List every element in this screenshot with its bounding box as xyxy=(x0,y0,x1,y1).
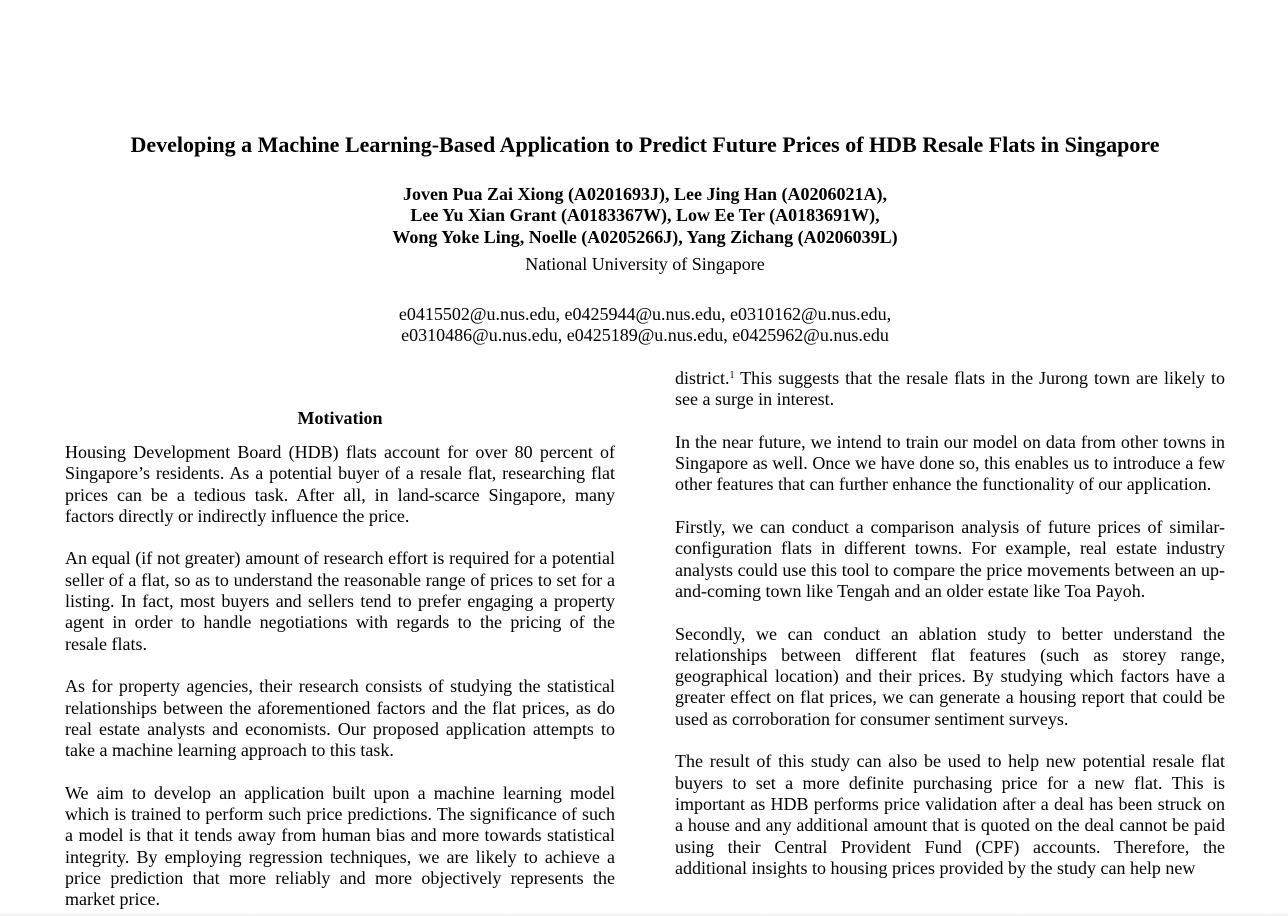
author-line: Lee Yu Xian Grant (A0183367W), Low Ee Ter (A0183691W), xyxy=(410,205,880,226)
author-line: Wong Yoke Ling, Noelle (A0205266J), Yang Zichang (A0206039L) xyxy=(392,226,898,247)
body-paragraph: An equal (if not greater) amount of research effort is required for a potential seller of a flat, so as to understand the reasonable range of prices to set for a listing. In fact, most buyers and sellers tend to prefer engaging a property agent in order to handle negotiations with regards to the pricing of the resale flats. xyxy=(65,548,615,654)
body-paragraph-continued xyxy=(675,368,1225,411)
page-bottom-edge xyxy=(0,912,1288,916)
left-column xyxy=(65,408,615,916)
footnote-marker[interactable]: 1 xyxy=(729,370,735,381)
author-line: Joven Pua Zai Xiong (A0201693J), Lee Jing Han (A0206021A), xyxy=(402,184,887,204)
body-paragraph: Housing Development Board (HDB) flats account for over 80 percent of Singapore’s residents. As a potential buyer of a resale flat, researching flat prices can be a tedious task. After all, in land-scarce Singapore, many factors directly or indirectly influence the price. xyxy=(65,442,615,526)
body-paragraph: Secondly, we can conduct an ablation study to better understand the relationships between different flat features (such as storey range, geographical location) and their prices. By studying which factors have a greater effect on flat prices, we can generate a housing report that could be used as corroboration for consumer sentiment surveys. xyxy=(675,623,1225,729)
body-paragraph: We aim to develop an application built upon a machine learning model which is trained to perform such price predictions. The significance of such a model is that it tends away from human bias and more towards statistical integrity. By employing regression techniques, we are likely to achieve a price prediction that more reliably and more objectively represents the market price. xyxy=(65,782,615,910)
body-paragraph: As for property agencies, their research consists of studying the statistical relationships between the aforementioned factors and the flat prices, as do real estate analysts and economists. Our proposed application attempts to take a machine learning approach to this task. xyxy=(65,676,615,761)
affiliation: National University of Singapore xyxy=(525,254,765,274)
body-paragraph: Firstly, we can conduct a comparison analysis of future prices of similar-configuration flats in different towns. For example, real estate industry analysts could use this tool to compare the price movements between an up-and-coming town like Tengah and an older estate like Toa Payoh. xyxy=(675,517,1225,601)
body-paragraph: In the near future, we intend to train our model on data from other towns in Singapore as well. Once we have done so, this enables us to introduce a few other features that can further enhance the functionality of our application. xyxy=(675,431,1225,495)
section-heading-motivation: Motivation xyxy=(297,408,383,428)
email-line: e0310486@u.nus.edu, e0425189@u.nus.edu, e0425962@u.nus.edu xyxy=(401,325,889,346)
author-list xyxy=(0,184,1288,248)
email-line: e0415502@u.nus.edu, e0425944@u.nus.edu, e0310162@u.nus.edu, xyxy=(398,304,892,324)
continued-lead-text: district. xyxy=(675,368,730,388)
body-paragraph: The result of this study can also be used to help new potential resale flat buyers to set a more definite purchasing price for a new flat. This is important as HDB performs price validation after a deal has been struck on a house and any additional amount that is quoted on the deal cannot be paid using their Central Provident Fund (CPF) accounts. Therefore, the additional insights to housing prices provided by the study can help new xyxy=(675,751,1225,878)
email-list xyxy=(0,304,1288,347)
paper-title: Developing a Machine Learning-Based Application to Predict Future Prices of HDB Resale Flats in Singapore xyxy=(130,132,1160,157)
right-column xyxy=(675,368,1225,900)
continued-body-text: This suggests that the resale flats in the Jurong town are likely to see a surge in interest. xyxy=(675,368,1225,410)
